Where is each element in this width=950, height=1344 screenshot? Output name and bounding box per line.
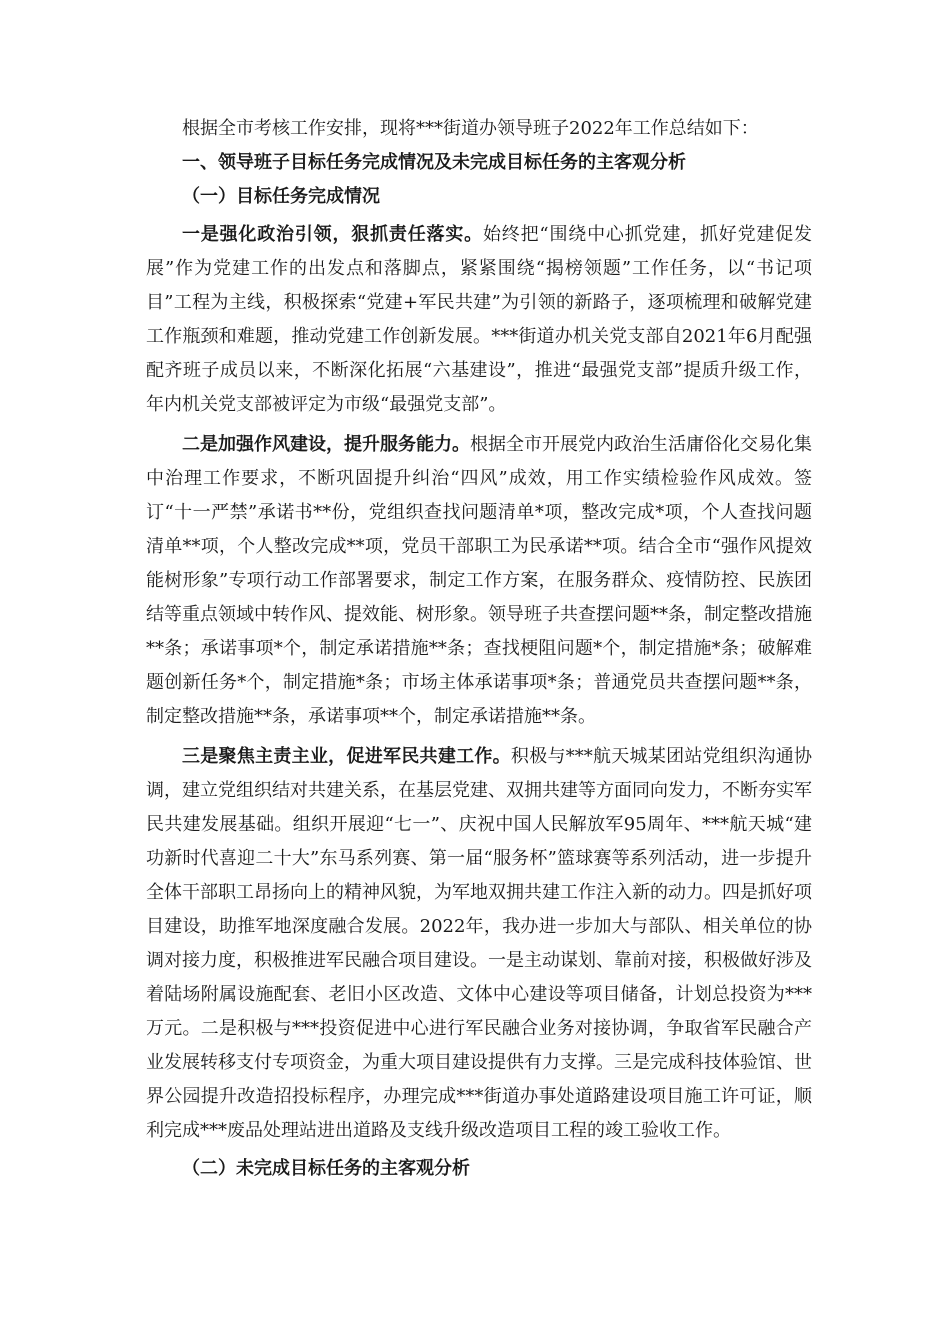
paragraph-3-body: 积极与***航天城某团站党组织沟通协调，建立党组织结对共建关系，在基层党建、双拥共建等方面同向发力，不断夯实军民共建发展基础。组织开展迎“七一”、庆祝中国人民解放军95周年、***航天城“建功新时代喜迎二十大”东马系列赛、第一届“服务杯”篮球赛等系列活动，进一步提升全体干部职工昂扬向上的精神风貌，为军地双拥共建工作注入新的动力。四是抓好项目建设，助推军地深度融合发展。2022年，我办进一步加大与部队、相关单位的协调对接力度，积极推进军民融合项目建设。一是主动谋划、靠前对接，积极做好涉及着陆场附属设施配套、老旧小区改造、文体中心建设等项目储备，计划总投资为***万元。二是积极与***投资促进中心进行军民融合业务对接协调，争取省军民融合产业发展转移支付专项资金，为重大项目建设提供有力支撑。三是完成科技体验馆、世界公园提升改造招投标程序，办理完成***街道办事处道路建设项目施工许可证，顺利完成***废品处理站进出道路及支线升级改造项目工程的竣工验收工作。 [146,746,813,1141]
subsection-heading-1: （一）目标任务完成情况 [182,186,380,207]
paragraph-2 [146,428,812,734]
paragraph-1-body: 始终把“围绕中心抓党建，抓好党建促发展”作为党建工作的出发点和落脚点，紧紧围绕“揭榜领题”工作任务，以“书记项目”工程为主线，积极探索“党建+军民共建”为引领的新路子，逐项梳理和破解党建工作瓶颈和难题，推动党建工作创新发展。***街道办机关党支部自2021年6月配强配齐班子成员以来，不断深化拓展“六基建设”，推进“最强党支部”提质升级工作，年内机关党支部被评定为市级“最强党支部”。 [146,224,813,415]
paragraph-1 [146,218,812,422]
paragraph-2-lead: 二是加强作风建设，提升服务能力。 [182,434,470,455]
intro-paragraph: 根据全市考核工作安排，现将***街道办领导班子2022年工作总结如下： [182,118,759,139]
paragraph-3-lead: 三是聚焦主责主业，促进军民共建工作。 [182,746,511,767]
subsection-heading-2: （二）未完成目标任务的主客观分析 [182,1158,470,1179]
paragraph-3 [146,740,812,1148]
section-heading-1: 一、领导班子目标任务完成情况及未完成目标任务的主客观分析 [182,152,686,173]
document-body [146,112,812,1186]
paragraph-1-lead: 一是强化政治引领，狠抓责任落实。 [182,224,483,245]
paragraph-2-body: 根据全市开展党内政治生活庸俗化交易化集中治理工作要求，不断巩固提升纠治“四风”成效，用工作实绩检验作风成效。签订“十一严禁”承诺书**份，党组织查找问题清单*项，整改完成*项，个人查找问题清单**项，个人整改完成**项，党员干部职工为民承诺**项。结合全市“强作风提效能树形象”专项行动工作部署要求，制定工作方案，在服务群众、疫情防控、民族团结等重点领域中转作风、提效能、树形象。领导班子共查摆问题**条，制定整改措施**条；承诺事项*个，制定承诺措施**条；查找梗阻问题*个，制定措施*条；破解难题创新任务*个，制定措施*条；市场主体承诺事项*条；普通党员共查摆问题**条，制定整改措施**条，承诺事项**个，制定承诺措施**条。 [146,434,812,727]
